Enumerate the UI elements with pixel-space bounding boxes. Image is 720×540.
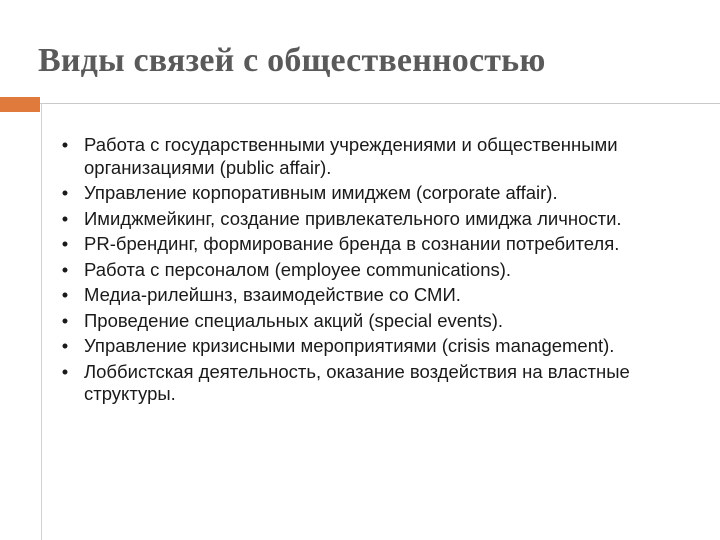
bullet-icon: • (61, 207, 69, 229)
list-item-text: Управление кризисными мероприятиями (crisis management). (84, 335, 615, 356)
list-item (58, 182, 708, 205)
bullet-icon: • (61, 182, 69, 203)
left-margin-line (41, 103, 42, 540)
list-item-text: Управление корпоративным имиджем (corporate affair). (84, 182, 558, 203)
list-item (58, 208, 708, 231)
list-item-text: Работа с государственными учреждениями и общественными организациями (public affair). (84, 134, 618, 178)
list-item (58, 233, 708, 256)
list-item (58, 284, 708, 307)
bullet-icon: • (61, 309, 69, 331)
list-item-text: PR-брендинг, формирование бренда в сознании потребителя. (84, 233, 620, 254)
bullet-icon: • (61, 284, 69, 305)
list-item (58, 310, 708, 333)
list-item (58, 259, 708, 282)
list-item (58, 335, 708, 358)
bullet-icon: • (61, 134, 69, 155)
title-divider (0, 103, 720, 104)
list-item (58, 361, 708, 406)
bullet-icon: • (61, 258, 69, 280)
bullet-list (58, 134, 708, 409)
list-item (58, 134, 708, 179)
list-item-text: Проведение специальных акций (special events). (84, 309, 504, 331)
bullet-icon: • (61, 335, 69, 356)
accent-bar (0, 97, 40, 112)
list-item-text: Медиа-рилейшнз, взаимодействие со СМИ. (84, 284, 461, 305)
list-item-text: Лоббистская деятельность, оказание воздействия на властные структуры. (84, 360, 630, 404)
bullet-icon: • (61, 360, 69, 382)
slide-title: Виды связей с общественностью (38, 42, 546, 79)
list-item-text: Имиджмейкинг, создание привлекательного имиджа личности. (84, 207, 622, 229)
bullet-icon: • (61, 233, 69, 254)
list-item-text: Работа с персоналом (employee communications). (84, 258, 512, 280)
